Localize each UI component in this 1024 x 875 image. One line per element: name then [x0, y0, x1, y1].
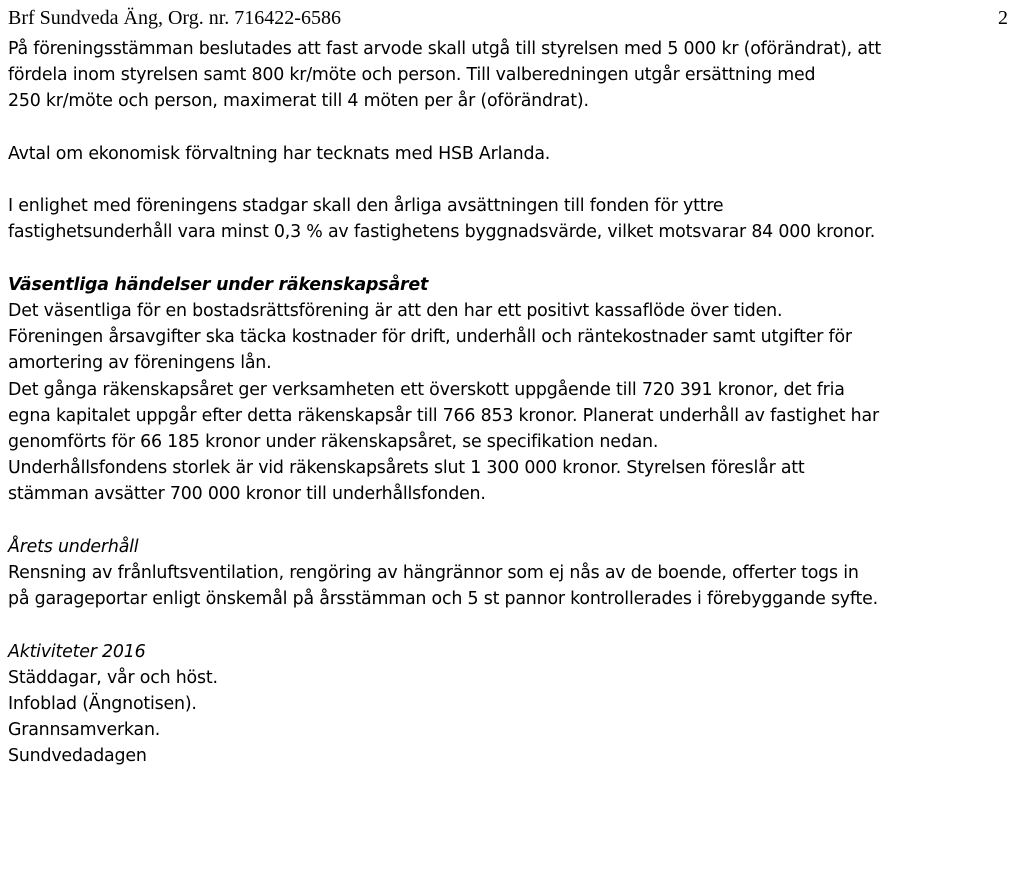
- text-line: fastighetsunderhåll vara minst 0,3 % av fastighetens byggnadsvärde, vilket motsvarar 84 000 kronor.: [8, 222, 876, 243]
- section-handelser: [8, 272, 1020, 508]
- text-line: Avtal om ekonomisk förvaltning har tecknats med HSB Arlanda.: [8, 143, 551, 164]
- list-item: Städdagar, vår och höst.: [8, 667, 218, 688]
- paragraph-fond: [8, 193, 1020, 245]
- section-heading: Årets underhåll: [8, 536, 139, 557]
- text-line: amortering av föreningens lån.: [8, 353, 272, 374]
- list-item: Grannsamverkan.: [8, 720, 161, 741]
- text-line: I enlighet med föreningens stadgar skall den årliga avsättningen till fonden för yttre: [8, 196, 724, 217]
- text-line: Föreningen årsavgifter ska täcka kostnader för drift, underhåll och räntekostnader samt utgifter för: [8, 327, 852, 348]
- text-line: egna kapitalet uppgår efter detta räkenskapsår till 766 853 kronor. Planerat underhåll av fastighet har: [8, 405, 879, 426]
- section-aktiviteter: [8, 639, 1020, 770]
- text-line: På föreningsstämman beslutades att fast arvode skall utgå till styrelsen med 5 000 kr (oförändrat), att: [8, 39, 882, 59]
- organization-header: Brf Sundveda Äng, Org. nr. 716422-6586: [8, 7, 341, 29]
- section-heading: Väsentliga händelser under räkenskapsåret: [8, 274, 429, 295]
- text-line: fördela inom styrelsen samt 800 kr/möte och person. Till valberedningen utgår ersättning med: [8, 65, 816, 86]
- text-line: Rensning av frånluftsventilation, rengöring av hängrännor som ej nås av de boende, offerter togs in: [8, 563, 859, 583]
- page-header: [8, 4, 1008, 34]
- list-item: Sundvedadagen: [8, 746, 147, 767]
- paragraph-avtal: [8, 141, 1020, 167]
- section-heading: Aktiviteter 2016: [8, 641, 146, 662]
- text-line: 250 kr/möte och person, maximerat till 4 möten per år (oförändrat).: [8, 91, 589, 112]
- document-body: [8, 36, 1020, 796]
- text-line: Det gånga räkenskapsåret ger verksamheten ett överskott uppgående till 720 391 kronor, det fria: [8, 379, 845, 400]
- text-line: stämman avsätter 700 000 kronor till underhållsfonden.: [8, 484, 486, 505]
- page-number: 2: [998, 7, 1008, 29]
- text-line: genomförts för 66 185 kronor under räkenskapsåret, se specifikation nedan.: [8, 432, 659, 452]
- text-line: Underhållsfondens storlek är vid räkenskapsårets slut 1 300 000 kronor. Styrelsen föreslår att: [8, 458, 805, 479]
- text-line: på garageportar enligt önskemål på årsstämman och 5 st pannor kontrollerades i förebyggande syfte.: [8, 589, 878, 610]
- paragraph-arvode: [8, 36, 1020, 115]
- section-underhall: [8, 534, 1020, 613]
- list-item: Infoblad (Ängnotisen).: [8, 694, 197, 714]
- text-line: Det väsentliga för en bostadsrättsförening är att den har ett positivt kassaflöde över tiden.: [8, 300, 783, 321]
